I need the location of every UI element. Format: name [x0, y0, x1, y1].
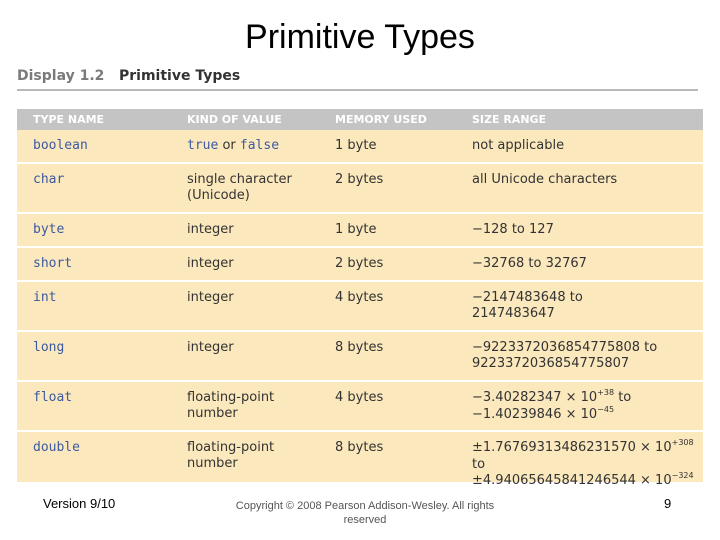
- table-row: [17, 130, 703, 164]
- kind-false: false: [239, 138, 280, 153]
- header-size-range: SIZE RANGE: [472, 113, 547, 126]
- kind-of-value: integer: [187, 340, 234, 355]
- range-line-1-tail: to: [614, 390, 632, 405]
- footer-copyright: Copyright © 2008 Pearson Addison-Wesley. All rights reserved: [235, 500, 495, 526]
- memory-used: 4 bytes: [335, 290, 384, 305]
- type-name: long: [33, 340, 65, 355]
- range-line-1-base: −3.40282347 × 10: [472, 390, 598, 405]
- size-range: [472, 290, 583, 322]
- kind-of-value: [187, 440, 274, 472]
- memory-used: 8 bytes: [335, 440, 384, 455]
- header-kind-of-value: KIND OF VALUE: [187, 113, 282, 126]
- type-name: char: [33, 172, 65, 187]
- kind-of-value: [187, 172, 292, 204]
- type-name: short: [33, 256, 73, 271]
- range-line-2-exponent: −45: [597, 405, 615, 414]
- kind-line-1: floating-point: [187, 390, 275, 405]
- size-range: all Unicode characters: [472, 172, 618, 187]
- kind-line-2: (Unicode): [187, 188, 250, 203]
- footer-version: Version 9/10: [43, 496, 116, 511]
- table-header: [17, 109, 703, 130]
- table-row: [17, 282, 703, 332]
- range-line-1-exponent: +38: [597, 388, 615, 397]
- memory-used: 4 bytes: [335, 390, 384, 405]
- page-number: 9: [664, 496, 672, 511]
- size-range: [472, 390, 631, 424]
- kind-line-1: single character: [187, 172, 292, 187]
- range-line-2-base: −1.40239846 × 10: [472, 407, 598, 422]
- table-row: [17, 164, 703, 214]
- primitive-types-table: [17, 109, 703, 488]
- range-line-1-tail: to: [472, 457, 486, 472]
- table-row: [17, 382, 703, 432]
- size-range: not applicable: [472, 138, 565, 153]
- type-name: float: [33, 390, 73, 405]
- range-line-1-base: ±1.76769313486231570 × 10: [472, 440, 672, 455]
- display-label: Display 1.2: [17, 68, 105, 84]
- range-line-2-exponent: −324: [671, 471, 694, 480]
- range-line-2-base: ±4.94065645841246544 × 10: [472, 473, 672, 488]
- kind-line-2: number: [187, 406, 238, 421]
- header-type-name: TYPE NAME: [33, 113, 105, 126]
- size-range: −128 to 127: [472, 222, 554, 237]
- size-range: [472, 440, 703, 490]
- table-row: [17, 332, 703, 382]
- type-name: double: [33, 440, 80, 455]
- memory-used: 8 bytes: [335, 340, 384, 355]
- kind-line-2: number: [187, 456, 238, 471]
- table-row: [17, 214, 703, 248]
- kind-of-value: [187, 138, 279, 154]
- type-name: int: [33, 290, 57, 305]
- range-line-1: −2147483648 to: [472, 290, 583, 305]
- kind-true: true: [187, 138, 219, 153]
- memory-used: 2 bytes: [335, 256, 384, 271]
- range-line-1: −9223372036854775808 to: [472, 340, 658, 355]
- type-name: byte: [33, 222, 65, 237]
- kind-of-value: [187, 390, 274, 422]
- memory-used: 1 byte: [335, 222, 377, 237]
- display-title: Primitive Types: [119, 68, 241, 84]
- kind-of-value: integer: [187, 290, 234, 305]
- size-range: −32768 to 32767: [472, 256, 587, 271]
- type-name: boolean: [33, 138, 88, 153]
- range-line-2: 2147483647: [472, 306, 555, 321]
- table-row: [17, 432, 703, 488]
- memory-used: 1 byte: [335, 138, 377, 153]
- range-line-2: 9223372036854775807: [472, 356, 630, 371]
- kind-of-value: integer: [187, 256, 234, 271]
- range-line-1-exponent: +308: [671, 438, 694, 447]
- kind-or: or: [222, 138, 236, 153]
- display-header: [17, 66, 698, 91]
- header-memory-used: MEMORY USED: [335, 113, 427, 126]
- slide-title: Primitive Types: [245, 18, 475, 56]
- size-range: [472, 340, 657, 372]
- kind-line-1: floating-point: [187, 440, 275, 455]
- kind-of-value: integer: [187, 222, 234, 237]
- table-row: [17, 248, 703, 282]
- memory-used: 2 bytes: [335, 172, 384, 187]
